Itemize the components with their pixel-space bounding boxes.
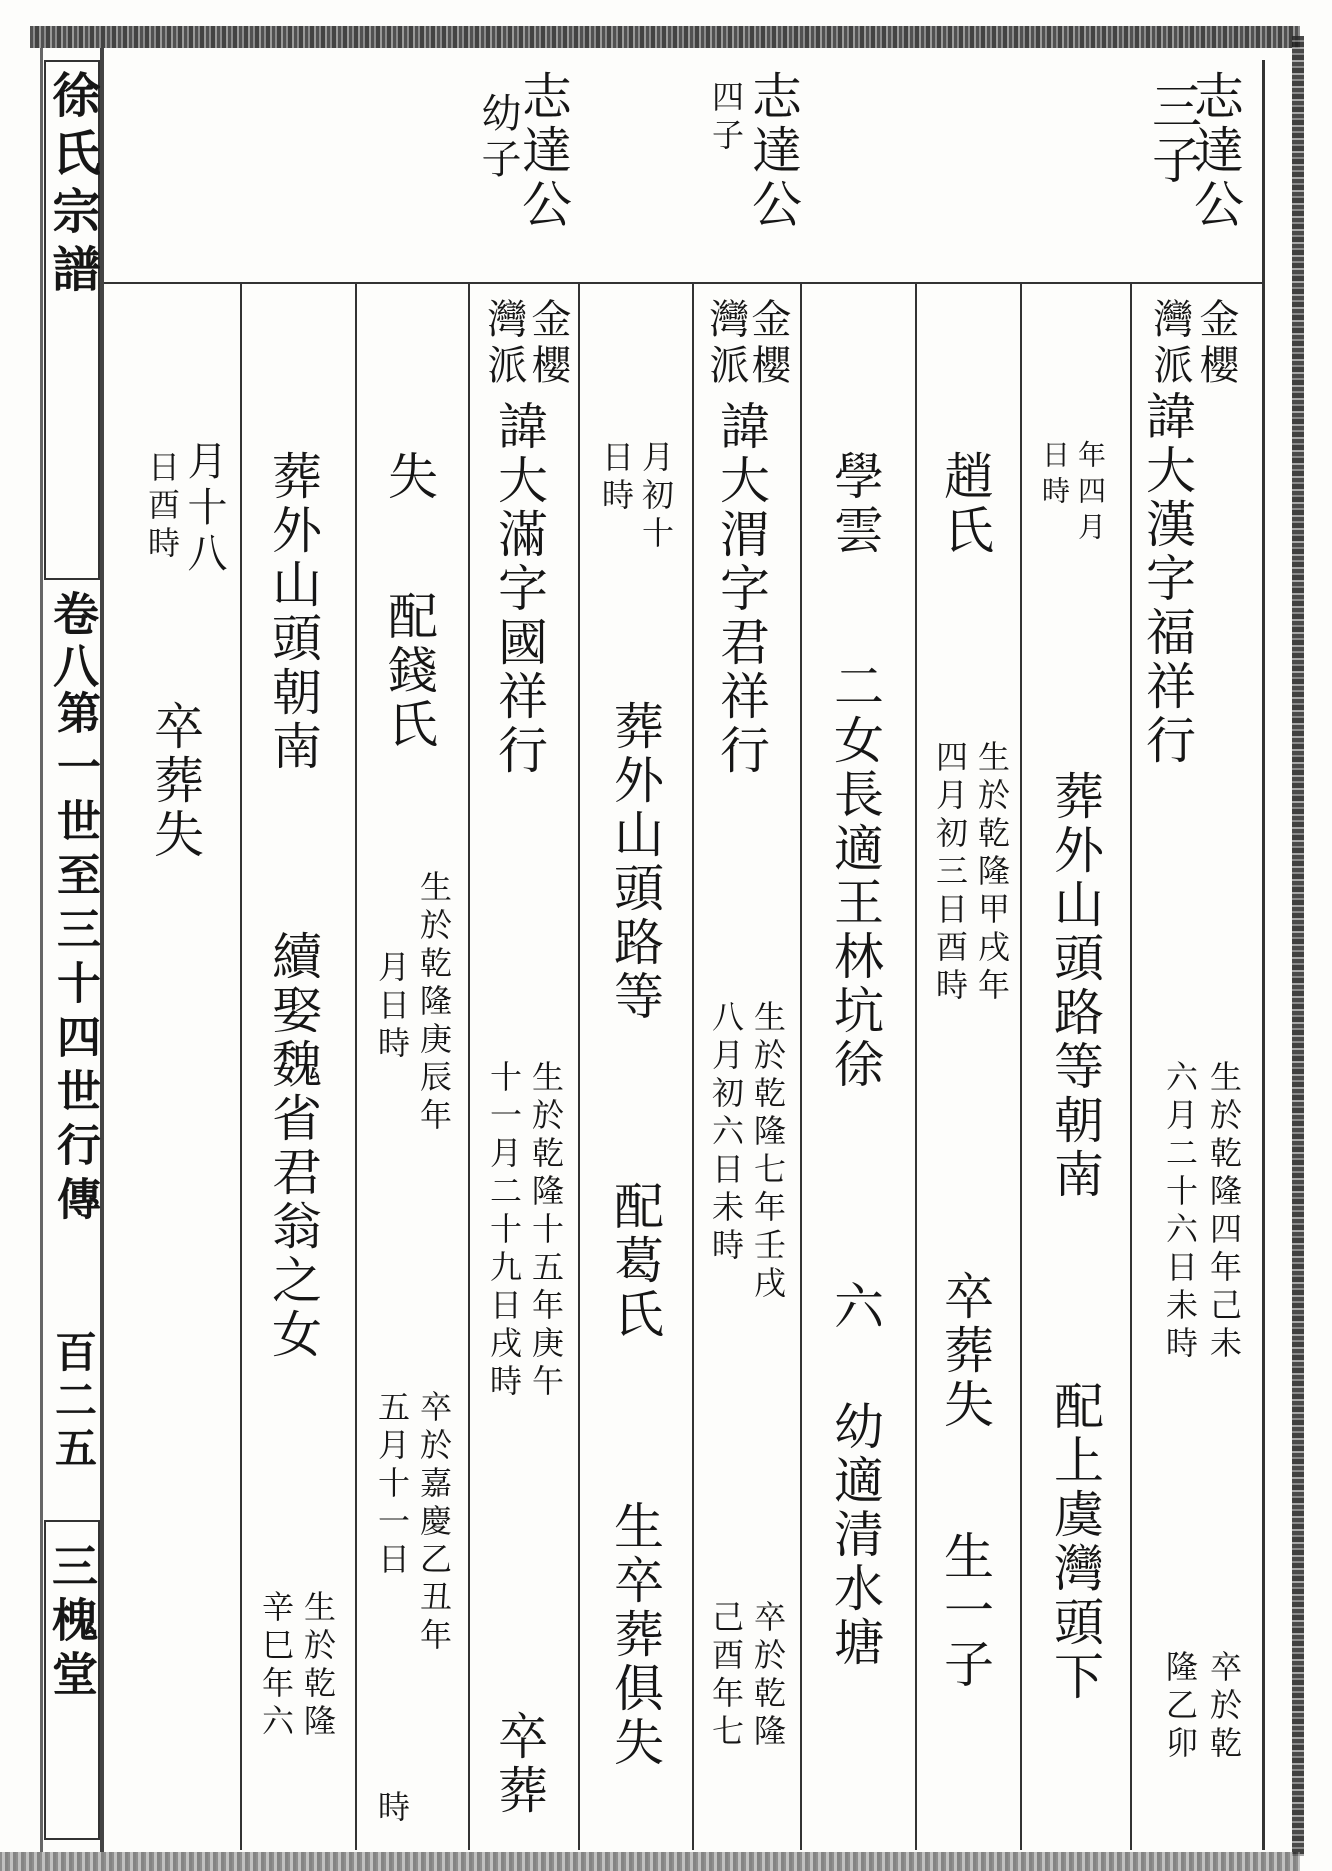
header-divider: [104, 282, 1264, 284]
entry3-spouse-death-date: 五月十一日: [373, 1390, 411, 1580]
header-son-3: 幼子: [475, 92, 521, 184]
entry1-spouse-death: 卒葬失: [936, 1270, 994, 1432]
entry1-spouse-name: 趙氏: [936, 450, 994, 558]
entry1-time-cont: 日時: [1038, 440, 1071, 512]
entry1-burial: 葬外山頭路等朝南: [1046, 770, 1104, 1202]
entry3-second-wife-time: 日酉時: [143, 450, 181, 564]
column-rule: [240, 284, 242, 1850]
entry3-spouse: 配錢氏: [380, 590, 438, 752]
entry1-spouse-birth-date: 四月初三日酉時: [931, 740, 969, 1006]
section-label: 第一世至三十四世行傳: [49, 690, 100, 1230]
hall-name-box: [44, 1520, 100, 1840]
entry2-spouse-note: 生卒葬俱失: [606, 1500, 664, 1770]
column-rule: [355, 284, 357, 1850]
entry2-spouse: 配葛氏: [606, 1180, 664, 1342]
column-rule: [692, 284, 694, 1850]
entry1-death-date: 隆乙卯: [1161, 1650, 1199, 1764]
entry1-children: 生一子: [936, 1530, 994, 1692]
column-rule: [1020, 284, 1022, 1850]
entry2-date-cont: 月初十: [637, 440, 675, 554]
entry1-name: 諱大漢字福祥行: [1138, 390, 1196, 768]
spine-inner-rule: [100, 48, 104, 1852]
right-frame-rule: [1262, 60, 1265, 1850]
entry3-branch-sub: 灣派: [481, 298, 527, 390]
entry3-birth-date: 十一月二十九日戌時: [485, 1060, 523, 1402]
entry3-birth: 生於乾隆十五年庚午: [527, 1060, 565, 1402]
hall-name: 三槐堂: [45, 1542, 99, 1704]
column-rule: [468, 284, 470, 1850]
entry1-birth: 生於乾隆四年己未: [1205, 1060, 1243, 1364]
entry3-second-wife-date: 月十八: [181, 440, 227, 578]
entry2-name: 諱大渭字君祥行: [712, 400, 770, 778]
column-rule: [578, 284, 580, 1850]
entry3-name: 諱大滿字國祥行: [490, 400, 548, 778]
entry2-birth-date: 八月初六日未時: [707, 1000, 745, 1266]
entry3-spouse-birth-date: 月日時: [373, 950, 411, 1064]
entry1-daughters: 二女長適王林坑徐: [826, 660, 884, 1092]
entry3-lost: 失: [380, 450, 438, 504]
column-rule: [1130, 284, 1132, 1850]
column-rule: [915, 284, 917, 1850]
entry1-daughters-name: 學雲: [826, 450, 884, 558]
volume-label: 卷八: [46, 590, 100, 694]
entry3-burial: 葬外山頭朝南: [264, 450, 322, 774]
header-son-2: 四子: [707, 80, 745, 156]
entry2-birth: 生於乾隆七年壬戌: [749, 1000, 787, 1304]
entry3-second-wife: 續娶魏省君翁之女: [264, 930, 322, 1362]
entry3-branch: 金櫻: [525, 298, 571, 390]
header-father-1: 志達公: [1186, 70, 1244, 232]
entry3-death: 卒葬: [490, 1710, 548, 1818]
page-number: 百二五: [49, 1330, 98, 1474]
entry3-spouse-birth: 生於乾隆庚辰年: [415, 870, 453, 1136]
entry1-daughters-cont2: 幼適清水塘: [826, 1400, 884, 1670]
entry1-branch-sub: 灣派: [1147, 298, 1193, 390]
entry2-branch: 金櫻: [745, 298, 791, 390]
entry1-daughters-cont: 六: [826, 1280, 884, 1334]
top-border: [30, 26, 1300, 48]
header-son-1: 三子: [1144, 80, 1202, 188]
entry1-branch: 金櫻: [1193, 298, 1239, 390]
entry3-second-wife-birth-date: 辛巳年六: [257, 1590, 295, 1742]
book-title: 徐氏宗譜: [44, 70, 100, 302]
column-rule: [800, 284, 802, 1850]
header-father-2: 志達公: [744, 70, 802, 232]
entry3-spouse-death: 卒於嘉慶乙丑年: [415, 1390, 453, 1656]
entry2-death: 卒於乾隆: [749, 1600, 787, 1752]
entry3-spouse-death-time: 時: [373, 1790, 411, 1828]
entry2-time-cont: 日時: [597, 440, 635, 516]
entry1-spouse-birth: 生於乾隆甲戌年: [973, 740, 1011, 1006]
entry1-death: 卒於乾: [1205, 1650, 1243, 1764]
bottom-border: [0, 1852, 1300, 1871]
entry3-second-wife-birth: 生於乾隆: [299, 1590, 337, 1742]
entry2-death-date: 己酉年七: [707, 1600, 745, 1752]
entry1-birth-date: 六月二十六日未時: [1161, 1060, 1199, 1364]
entry1-date-cont: 年四月: [1074, 440, 1107, 548]
entry1-spouse: 配上虞灣頭下: [1046, 1380, 1104, 1704]
spine-title-box: [44, 60, 100, 580]
entry2-burial: 葬外山頭路等: [606, 700, 664, 1024]
spine-outer-rule: [40, 48, 43, 1852]
entry3-second-wife-death: 卒葬失: [146, 700, 204, 862]
right-border: [1292, 36, 1304, 1856]
entry2-branch-sub: 灣派: [703, 298, 749, 390]
header-father-3: 志達公: [514, 70, 572, 232]
